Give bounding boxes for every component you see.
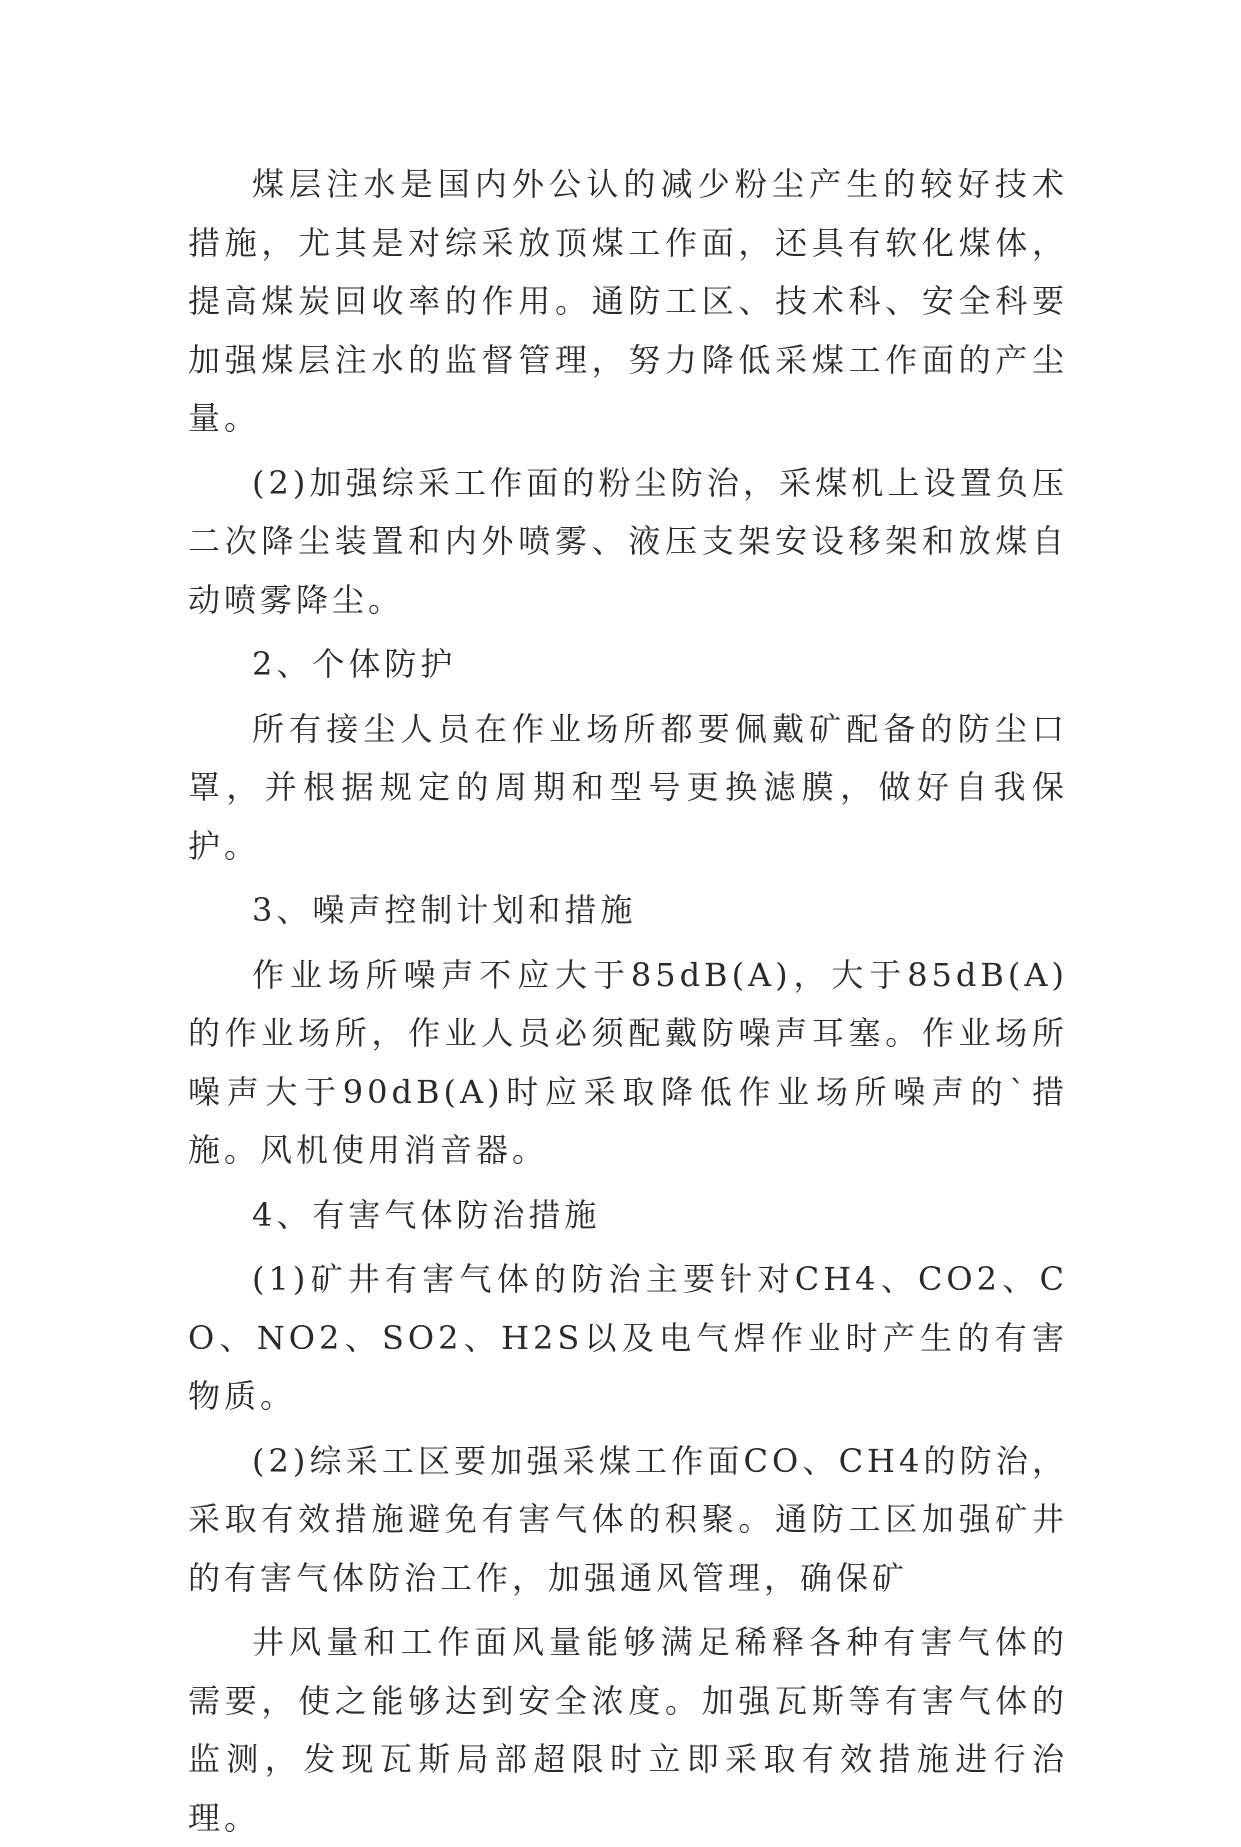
heading-personal-protection: 2、个体防护 <box>252 645 457 683</box>
paragraph-coal-seam-water-injection: 煤层注水是国内外公认的减少粉尘产生的较好技术措施，尤其是对综采放顶煤工作面，还具有软化煤体，提高煤炭回收率的作用。通防工区、技术科、安全科要加强煤层注水的监督管理，努力降低采煤工作面的产尘量。 <box>188 165 1068 437</box>
document-body <box>188 155 1068 1847</box>
paragraph-harmful-gas-targets: (1)矿井有害气体的防治主要针对CH4、CO2、CO、NO2、SO2、H2S以及电气焊作业时产生的有害物质。 <box>188 1260 1068 1415</box>
paragraph-fully-mechanized-dust-control: (2)加强综采工作面的粉尘防治，采煤机上设置负压二次降尘装置和内外喷雾、液压支架安设移架和放煤自动喷雾降尘。 <box>188 463 1068 619</box>
paragraph-noise-limits: 作业场所噪声不应大于85dB(A)，大于85dB(A)的作业场所，作业人员必须配戴防噪声耳塞。作业场所噪声大于90dB(A)时应采取降低作业场所噪声的`措施。风机使用消音器。 <box>188 955 1068 1169</box>
paragraph-gas-prevention-measures: (2)综采工区要加强采煤工作面CO、CH4的防治，采取有效措施避免有害气体的积聚。通防工区加强矿井的有害气体防治工作，加强通风管理，确保矿 <box>188 1441 1068 1597</box>
paragraph-dust-masks: 所有接尘人员在作业场所都要佩戴矿配备的防尘口罩，并根据规定的周期和型号更换滤膜，做好自我保护。 <box>188 709 1068 865</box>
paragraph-ventilation-monitoring: 井风量和工作面风量能够满足稀释各种有害气体的需要，使之能够达到安全浓度。加强瓦斯等有害气体的监测，发现瓦斯局部超限时立即采取有效措施进行治理。 <box>188 1623 1068 1837</box>
heading-harmful-gas: 4、有害气体防治措施 <box>252 1195 601 1234</box>
heading-noise-control: 3、噪声控制计划和措施 <box>252 891 637 929</box>
